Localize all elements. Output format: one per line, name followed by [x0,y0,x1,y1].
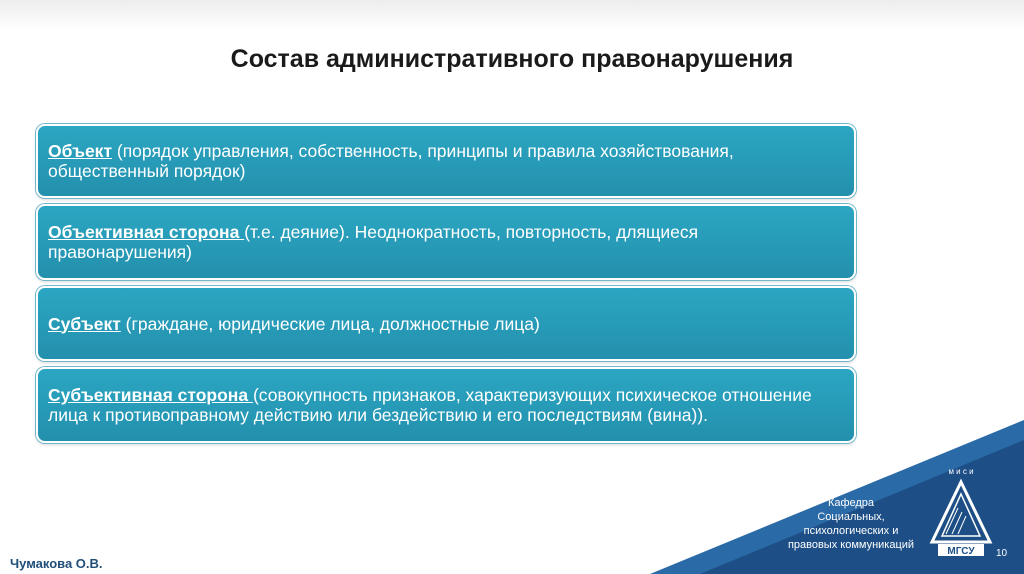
term-subject: Субъект [48,313,121,334]
logo-bottom-text: МГСУ [947,546,975,557]
term-objective-side: Объективная сторона [48,222,245,242]
mgsu-logo-icon [928,462,994,558]
slide-title: Состав административного правонарушения [230,45,794,73]
desc-subjective-side: (совокупность признаков, характеризующих психическое отношение лица к противоправному действию или бездействию и его последствиям (вина)). [48,385,812,425]
term-object: Объект [48,141,113,161]
desc-objective-side: (т.е. деяние). Неоднократность, повторность, длящиеся правонарушения) [48,222,699,262]
desc-subject: (граждане, юридические лица, должностные лица) [120,313,540,334]
desc-object: (порядок управления, собственность, принципы и правила хозяйствования, общественный порядок) [48,141,734,181]
author-name: Чумакова О.В. [10,556,103,571]
department-label: Кафедра Социальных, психологических и правовых коммуникаций [787,497,915,551]
page-number: 10 [996,548,1008,559]
term-subjective-side: Субъективная сторона [48,385,253,405]
logo-top-text: м и с и [948,467,974,476]
